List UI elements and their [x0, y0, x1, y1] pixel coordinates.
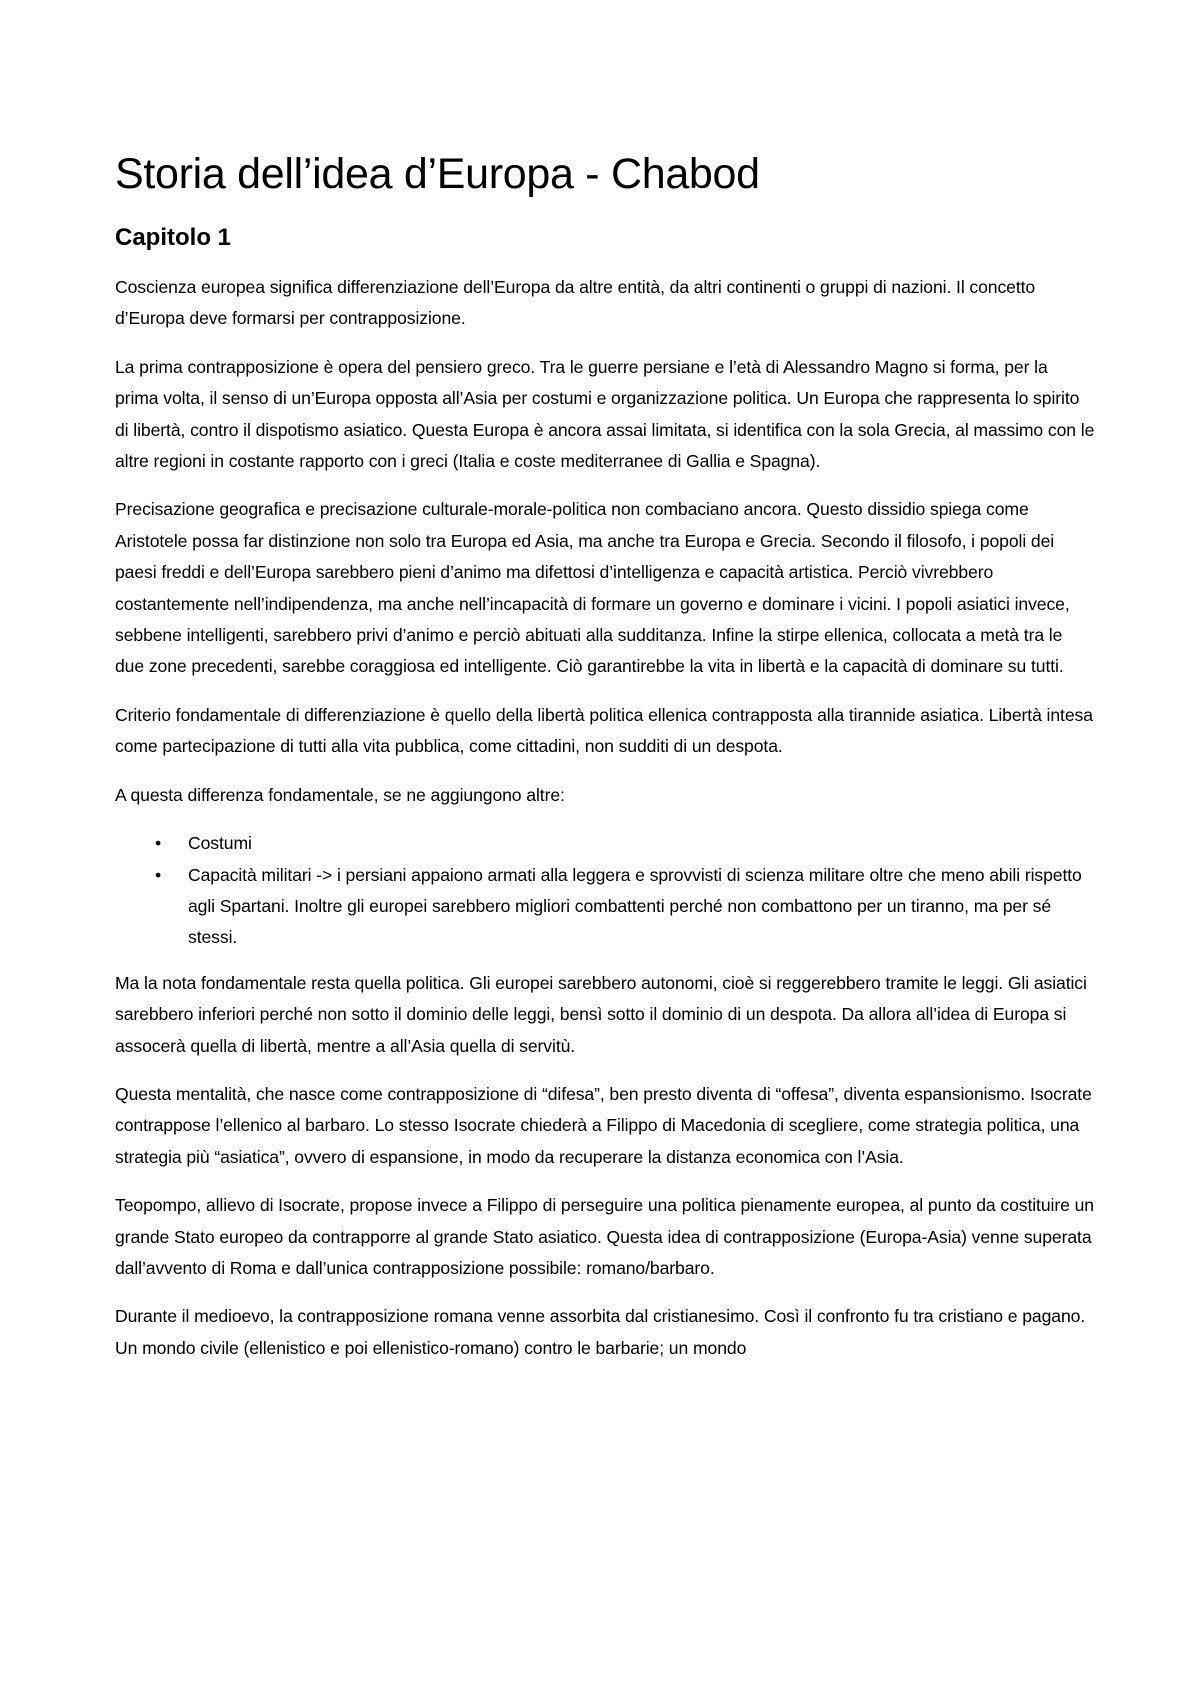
- list-item: [115, 828, 1095, 859]
- bullet-icon: •: [155, 833, 162, 854]
- list-item-text: Costumi: [188, 833, 252, 854]
- chapter-heading: Capitolo 1: [115, 224, 232, 251]
- paragraph: Coscienza europea significa differenziazione dell’Europa da altre entità, da altri continenti o gruppi di nazioni. Il concetto d’Europa deve formarsi per contrapposizione.: [115, 277, 1036, 329]
- document-title: Storia dell’idea d’Europa - Chabod: [115, 150, 760, 198]
- list-item-text: Capacità militari -> i persiani appaiono armati alla leggera e sprovvisti di scienza militare oltre che meno abili rispetto agli Spartani. Inoltre gli europei sarebbero migliori combattenti perché non combattono per un tiranno, ma per sé stessi.: [188, 864, 1082, 948]
- paragraph: Criterio fondamentale di differenziazione è quello della libertà politica ellenica contrapposta alla tirannide asiatica. Libertà intesa come partecipazione di tutti alla vita pubblica, come cittadini, non sudditi di un despota.: [115, 704, 1093, 757]
- bullet-icon: •: [155, 864, 162, 885]
- paragraph: Teopompo, allievo di Isocrate, propose invece a Filippo di perseguire una politica pienamente europea, al punto da costituire un grande Stato europeo da contrapporre al grande Stato asiatico. Questa idea di contrapposizione (Europa-Asia) venne superata dall’avvento di Roma e dall’unica contrapposizione possibile: romano/barbaro.: [115, 1195, 1094, 1278]
- paragraph: Ma la nota fondamentale resta quella politica. Gli europei sarebbero autonomi, cioè si reggerebbero tramite le leggi. Gli asiatici sarebbero inferiori perché non sotto il dominio delle leggi, bensì sotto il dominio di un despota. Da allora all’idea di Europa si assocerà quella di libertà, mentre a all’Asia quella di servitù.: [115, 972, 1087, 1056]
- bullet-list: [115, 828, 1095, 954]
- document-body: [115, 146, 1095, 1381]
- paragraph: La prima contrapposizione è opera del pensiero greco. Tra le guerre persiane e l’età di Alessandro Magno si forma, per la prima volta, il senso di un’Europa opposta all’Asia per costumi e organizzazione politica. Un Europa che rappresenta lo spirito di libertà, contro il dispotismo asiatico. Questa Europa è ancora assai limitata, si identifica con la sola Grecia, al massimo con le altre regioni in costante rapporto con i greci (Italia e coste mediterranee di Gallia e Spagna).: [115, 356, 1095, 472]
- list-item: [115, 860, 1095, 954]
- paragraph: Durante il medioevo, la contrapposizione romana venne assorbita dal cristianesimo. Così il confronto fu tra cristiano e pagano. Un mondo civile (ellenistico e poi ellenistico-romano) contro le barbarie; un mondo: [115, 1306, 1086, 1358]
- paragraph: Precisazione geografica e precisazione culturale-morale-politica non combaciano ancora. Questo dissidio spiega come Aristotele possa far distinzione non solo tra Europa ed Asia, ma anche tra Europa e Grecia. Secondo il filosofo, i popoli dei paesi freddi e dell’Europa sarebbero pieni d’animo ma difettosi d’intelligenza e capacità artistica. Perciò vivrebbero costantemente nell’indipendenza, ma anche nell’incapacità di formare un governo e dominare i vicini. I popoli asiatici invece, sebbene intelligenti, sarebbero privi d’animo e perciò abituati alla sudditanza. Infine la stirpe ellenica, collocata a metà tra le due zone precedenti, sarebbe coraggiosa ed intelligente. Ciò garantirebbe la vita in libertà e la capacità di dominare su tutti.: [115, 499, 1070, 677]
- paragraph: A questa differenza fondamentale, se ne aggiungono altre:: [115, 784, 565, 805]
- paragraph: Questa mentalità, che nasce come contrapposizione di “difesa”, ben presto diventa di “offesa”, diventa espansionismo. Isocrate contrappose l’ellenico al barbaro. Lo stesso Isocrate chiederà a Filippo di Macedonia di scegliere, come strategia politica, una strategia più “asiatica”, ovvero di espansione, in modo da recuperare la distanza economica con l’Asia.: [115, 1083, 1092, 1167]
